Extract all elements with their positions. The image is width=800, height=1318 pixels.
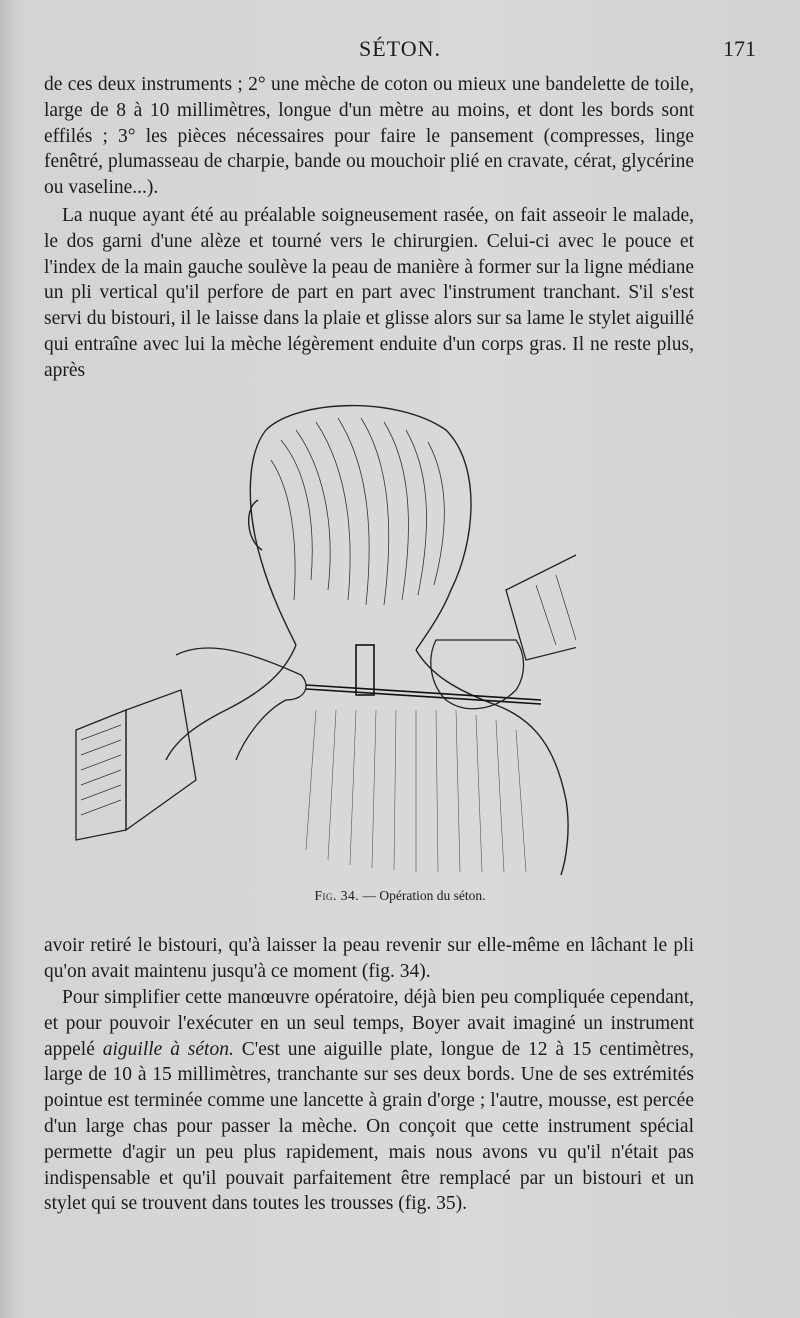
- paragraph-3: avoir retiré le bistouri, qu'à laisser la peau revenir sur elle-même en lâchant le pli qu'on avait maintenu jusqu'à ce moment (fig. 34).: [44, 935, 694, 982]
- figure-label: Fig. 34.: [314, 888, 360, 903]
- page-number: 171: [723, 36, 756, 61]
- paragraph-4: Pour simplifier cette manœuvre opératoire, déjà bien peu compliquée cependant, et pour pouvoir l'exécuter en un seul temps, Boyer avait imaginé un instrument appelé aiguille à séton. C'est une aiguille plate, longue de 12 à 15 centimètres, large de 10 à 15 millimètres, tranchante sur ses deux bords. Une de ses extrémités pointue est terminée comme une lancette à grain d'orge ; l'autre, mousse, est percée d'un large chas pour passer la mèche. On conçoit que cette instrument spécial permette d'agir un peu plus rapidement, mais nous avons vu qu'il n'était pas indispensable et qu'il pouvait parfaitement être remplacé par un bistouri et un stylet qui se trouvent dans toutes les trousses (fig. 35).: [44, 987, 694, 1215]
- paragraph-1: de ces deux instruments ; 2° une mèche de coton ou mieux une bandelette de toile, large de 8 à 10 millimètres, longue d'un mètre au moins, et dont les bords sont effilés ; 3° les pièces nécessaires pour faire le pansement (compresses, linge fenêtré, plumasseau de charpie, bande ou mouchoir plié en cravate, cérat, glycérine ou vaseline...).: [44, 74, 694, 199]
- figure-caption: [0, 888, 800, 904]
- page-header: [40, 36, 760, 70]
- seton-operation-illustration: [66, 390, 576, 878]
- italic-term: aiguille à séton.: [102, 1038, 234, 1060]
- paragraph-2: La nuque ayant été au préalable soigneusement rasée, on fait asseoir le malade, le dos garni d'une alèze et tourné vers le chirurgien. Celui-ci avec le pouce et l'index de la main gauche soulève la peau de manière à former sur la ligne médiane un pli vertical qu'il perfore de part en part avec l'instrument tranchant. S'il s'est servi du bistouri, il le laisse dans la plaie et glisse alors sur sa lame le stylet aiguillé qui entraîne avec lui la mèche légèrement enduite d'un corps gras. Il ne reste plus, après: [44, 205, 694, 381]
- running-title: SÉTON.: [359, 36, 441, 61]
- figure-caption-text: — Opération du séton.: [359, 888, 486, 903]
